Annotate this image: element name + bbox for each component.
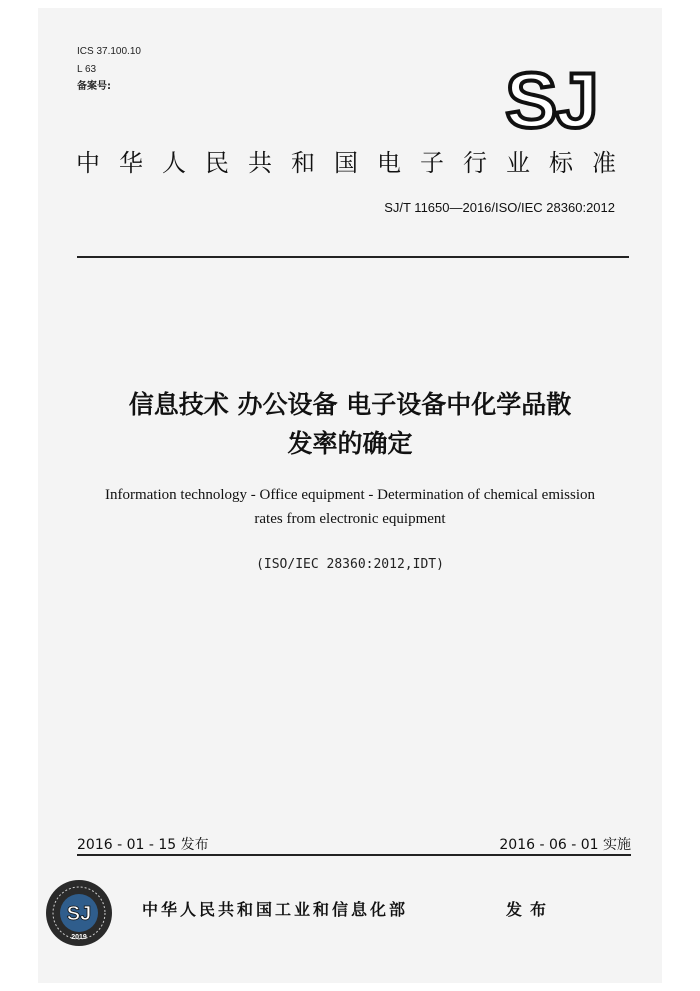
sj-logo xyxy=(496,59,606,135)
publish-label: 发布 xyxy=(506,900,555,919)
chinese-title-line-2: 发率的确定 xyxy=(287,429,413,458)
english-title-line-1: Information technology - Office equipment - Determination of chemical emission xyxy=(105,487,595,503)
record-number-label: 备案号: xyxy=(77,81,111,92)
header-divider xyxy=(77,256,629,258)
publisher-name: 中华人民共和国工业和信息化部 xyxy=(142,900,409,919)
footer-divider xyxy=(77,854,631,856)
standards-seal-icon xyxy=(44,878,114,948)
classification-code: L 63 xyxy=(77,64,97,75)
seal-logo-text: SJ xyxy=(66,903,92,925)
ics-code: ICS 37.100.10 xyxy=(77,46,141,57)
standard-number: SJ/T 11650—2016/ISO/IEC 28360:2012 xyxy=(384,200,615,215)
english-title-line-2: rates from electronic equipment xyxy=(254,511,446,527)
implementation-date: 2016 - 06 - 01 实施 xyxy=(499,837,631,853)
sj-logo-text: SJ xyxy=(505,59,597,135)
org-title: 中华人民共和国电子行业标准 xyxy=(76,149,635,177)
english-title xyxy=(40,483,660,531)
issue-date: 2016 - 01 - 15 发布 xyxy=(77,837,209,853)
chinese-title xyxy=(40,385,660,463)
identity-note: (ISO/IEC 28360:2012,IDT) xyxy=(256,557,444,572)
chinese-title-line-1: 信息技术 办公设备 电子设备中化学品散 xyxy=(128,390,572,419)
seal-year: 2019 xyxy=(71,934,87,941)
